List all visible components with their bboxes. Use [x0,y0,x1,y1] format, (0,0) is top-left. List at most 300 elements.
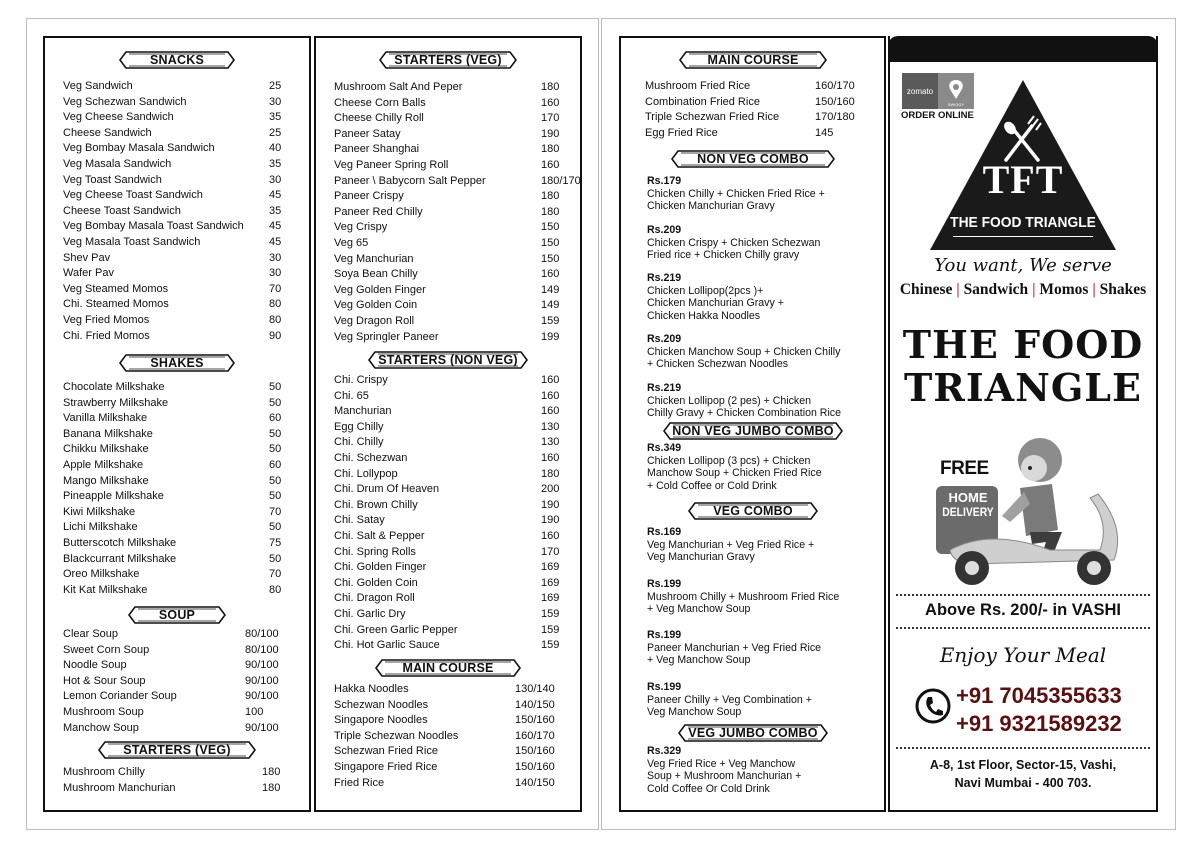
menu-item [334,220,591,236]
menu-item-name: Singapore Noodles [334,714,428,727]
menu-item-price: 35 [269,111,282,124]
combo-description: Manchow Soup + Chicken Fried Rice [647,467,822,480]
menu-item-name: Kiwi Milkshake [63,505,136,518]
menu-item-price: 180 [262,766,281,778]
tagline: You want, We serve [934,255,1112,276]
menu-item-price: 149 [541,299,560,312]
combo-price: Rs.209 [647,333,682,345]
combo-description: Fried rice + Chicken Chilly gravy [647,249,800,262]
menu-item [334,389,591,405]
section-header [670,148,836,170]
menu-item-name: Veg Schezwan Sandwich [63,95,187,108]
dotted-divider [896,627,1150,629]
menu-item-name: Veg Dragon Roll [334,315,415,327]
menu-item-price: 50 [269,474,282,487]
menu-item-price: 75 [269,537,282,549]
menu-item [63,474,319,490]
menu-item-price: 45 [269,189,282,202]
address-line-2: Navi Mumbai - 400 703. [954,776,1092,790]
menu-item-name: Veg Paneer Spring Roll [334,159,449,171]
menu-item-name: Clear Soup [63,628,119,640]
menu-item-name: Cheese Chilly Roll [334,112,424,125]
combo-price: Rs.329 [647,745,682,757]
menu-item-name: Mushroom Salt And Peper [334,81,463,93]
dotted-divider [896,594,1150,596]
menu-item-name: Blackcurrant Milkshake [63,552,177,565]
combo-description: Chicken Lollipop (3 pcs) + Chicken [647,454,811,467]
menu-item-name: Veg Sandwich [63,80,133,92]
section-title: SHAKES [150,356,204,370]
menu-item-price: 50 [269,443,282,456]
menu-item-price: 130 [541,436,560,449]
menu-item [63,721,295,737]
menu-item-price: 160 [541,96,560,109]
menu-item-name: Schezwan Noodles [334,698,429,711]
phone-icon [915,688,951,724]
menu-item-name: Chi. Dragon Roll [334,592,415,605]
menu-item [334,330,591,346]
category-momos: Momos [1039,281,1089,298]
menu-item [63,643,295,659]
section-header [677,722,829,744]
combo-description: Veg Manchow Soup [647,706,742,719]
menu-item [334,467,591,483]
combo-price: Rs.349 [647,442,682,454]
section-title: STARTERS (VEG) [394,53,502,67]
menu-item [63,297,319,313]
section-header [367,349,529,371]
combo-description: + Veg Manchow Soup [647,654,751,667]
category-separator: | [956,281,960,298]
menu-item [63,505,319,521]
menu-item-name: Veg Cheese Sandwich [63,111,174,124]
menu-item-name: Chi. Satay [334,514,385,527]
menu-item-price: 150 [541,221,560,234]
combo-item [647,578,879,616]
section-header [687,500,819,522]
menu-item [334,420,591,436]
section-title: MAIN COURSE [707,53,799,67]
menu-item [334,744,565,760]
combo-price: Rs.209 [647,224,682,236]
menu-item-name: Mushroom Fried Rice [645,80,751,92]
menu-item-name: Veg Fried Momos [63,314,150,326]
combo-item [647,224,879,262]
menu-item-name: Cheese Toast Sandwich [63,204,181,217]
menu-item-name: Cheese Sandwich [63,126,152,139]
combo-price: Rs.219 [647,272,682,284]
menu-item-name: Mango Milkshake [63,474,149,487]
menu-item [63,489,319,505]
menu-item-price: 50 [269,490,282,503]
menu-item-price: 149 [541,283,560,296]
menu-item-price: 150 [541,237,560,249]
combo-item [647,382,879,420]
combo-description: Veg Manchurian + Veg Fried Rice + [647,538,815,551]
menu-item-name: Chi. Salt & Pepper [334,530,425,542]
menu-item-price: 180/170 [541,174,581,187]
menu-item [334,252,591,268]
menu-item-name: Veg Cheese Toast Sandwich [63,189,203,202]
combo-price: Rs.199 [647,578,682,590]
menu-item [334,576,591,592]
menu-item [63,282,319,298]
menu-item-price: 40 [269,142,282,155]
menu-item-price: 169 [541,592,560,605]
menu-item-price: 159 [541,639,560,652]
menu-item-name: Chi. Golden Finger [334,561,427,574]
combo-description: Veg Fried Rice + Veg Manchow [647,757,796,770]
combo-description: Cold Coffee Or Cold Drink [647,782,770,795]
menu-item-price: 145 [815,126,834,139]
address-line-1: A-8, 1st Floor, Sector-15, Vashi, [929,758,1117,772]
combo-item [647,526,879,564]
menu-item-name: Hot & Sour Soup [63,674,146,687]
combo-description: Mushroom Chilly + Mushroom Fried Rice [647,590,840,603]
menu-item-name: Combination Fried Rice [645,95,760,108]
combo-description: Chicken Manchurian Gravy [647,200,775,213]
menu-item-price: 190 [541,498,560,511]
menu-item-name: Triple Schezwan Noodles [334,729,459,742]
menu-item-name: Paneer Satay [334,127,401,140]
menu-item [63,188,319,204]
menu-item [63,536,319,552]
menu-item [334,80,591,96]
menu-item-name: Veg Springler Paneer [334,330,439,343]
menu-item [63,251,319,267]
menu-item-price: 130 [541,420,560,433]
menu-item-price: 80/100 [245,643,279,656]
menu-item-name: Chi. Spring Rolls [334,545,416,558]
menu-item-price: 70 [269,505,282,518]
big-title-line-1: THE FOOD [902,322,1144,367]
menu-item [63,380,319,396]
menu-item-price: 200 [541,483,560,496]
menu-item [63,520,319,536]
section-title: NON VEG COMBO [697,152,809,166]
combo-description: Chicken Manchurian Gravy + [647,297,784,310]
menu-item-name: Pineapple Milkshake [63,490,164,503]
menu-item [334,529,591,545]
combo-item [647,681,879,719]
category-separator: | [1032,281,1036,298]
menu-item-price: 159 [541,608,560,620]
menu-item-name: Lichi Milkshake [63,521,138,534]
combo-description: Chicken Lollipop (2 pes) + Chicken [647,394,811,407]
menu-item [334,142,591,158]
menu-item [63,705,295,721]
menu-item-name: Veg Manchurian [334,252,414,265]
menu-item-name: Manchurian [334,405,392,418]
menu-item [63,141,319,157]
menu-item-price: 50 [269,521,282,534]
menu-item [334,513,591,529]
menu-item-name: Lemon Coriander Soup [63,690,177,703]
zomato-logo: zomato [902,73,938,109]
menu-item [63,411,319,427]
menu-item-name: Kit Kat Milkshake [63,583,148,596]
menu-item-price: 160 [541,268,560,281]
menu-item-name: Oreo Milkshake [63,568,140,581]
menu-item [63,110,319,126]
section-header [378,49,518,71]
menu-item [63,765,312,781]
menu-item-name: Wafer Pav [63,267,114,280]
order-online-label: ORDER ONLINE [901,110,974,121]
menu-item-price: 160 [541,374,560,386]
menu-item-name: Triple Schezwan Fried Rice [645,111,780,124]
menu-item [334,127,591,143]
menu-item-price: 150/160 [515,745,555,758]
menu-item [334,776,565,792]
dotted-divider [896,747,1150,749]
menu-item-price: 169 [541,561,560,574]
menu-item-name: Mushroom Manchurian [63,781,176,794]
menu-item [334,560,591,576]
combo-description: Chicken Chilly + Chicken Fried Rice + [647,187,825,200]
menu-item-price: 45 [269,220,282,233]
menu-item [63,173,319,189]
menu-item-name: Chi. Golden Coin [334,576,418,589]
menu-item-name: Chi. Steamed Momos [63,298,169,311]
menu-item [63,396,319,412]
menu-item-price: 80 [269,314,282,326]
menu-item-name: Veg Masala Toast Sandwich [63,236,201,248]
menu-item-name: Manchow Soup [63,721,139,734]
menu-item [334,205,591,221]
menu-item [334,545,591,561]
menu-item-price: 170/180 [815,111,855,124]
section-title: SNACKS [150,53,204,67]
menu-item-name: Noodle Soup [63,659,127,672]
menu-item [334,760,565,776]
menu-item-price: 140/150 [515,776,555,789]
menu-item [334,174,591,190]
swiggy-label: SWIGGY [947,102,965,107]
menu-item [334,498,591,514]
combo-description: Soup + Mushroom Manchurian + [647,770,802,783]
menu-item-name: Chikku Milkshake [63,443,149,456]
menu-item-name: Chi. Hot Garlic Sauce [334,639,440,652]
menu-item-price: 80/100 [245,628,279,640]
menu-item [645,95,865,111]
menu-item [63,329,319,345]
menu-item [334,189,591,205]
menu-item-name: Veg Golden Coin [334,299,418,312]
menu-item-price: 180 [541,205,560,218]
section-title: NON VEG JUMBO COMBO [672,424,834,438]
menu-item-name: Veg Steamed Momos [63,282,169,295]
menu-item-name: Chi. Garlic Dry [334,608,406,620]
section-title: STARTERS (VEG) [123,743,231,757]
menu-item-price: 90/100 [245,659,279,672]
menu-item-name: Sweet Corn Soup [63,643,150,656]
menu-item [63,442,319,458]
menu-item-name: Paneer Red Chilly [334,205,423,218]
menu-item-price: 150/160 [515,761,555,773]
combo-description: Paneer Chilly + Veg Combination + [647,693,812,706]
menu-item-price: 160 [541,530,560,542]
logo-name-underline [953,236,1093,237]
menu-item [63,157,319,173]
menu-item-price: 25 [269,126,282,139]
big-title-line-2: TRIANGLE [904,365,1142,410]
combo-item [647,629,879,667]
menu-item-price: 35 [269,204,282,217]
delivery-label: DELIVERY [942,507,994,519]
section-title: MAIN COURSE [402,661,494,675]
menu-item [334,607,591,623]
menu-item-name: Paneer Shanghai [334,143,420,156]
menu-item-name: Chi. Drum Of Heaven [334,483,440,496]
category-separator: | [1092,281,1096,298]
menu-item-price: 130/140 [515,683,555,695]
menu-item [63,266,319,282]
menu-item [334,591,591,607]
menu-item-price: 100 [245,706,264,718]
menu-item [334,713,565,729]
phone-number-1: +91 7045355633 [956,683,1122,708]
menu-item-price: 30 [269,173,282,186]
menu-item-price: 25 [269,80,282,92]
menu-item-price: 160 [541,159,560,171]
menu-item [334,698,565,714]
menu-item-price: 159 [541,315,560,327]
menu-item-price: 50 [269,552,282,565]
combo-description: Paneer Manchurian + Veg Fried Rice [647,641,822,654]
menu-item-name: Chi. Crispy [334,374,388,386]
menu-item-price: 140/150 [515,698,555,711]
menu-item [334,682,565,698]
menu-item-price: 160 [541,405,560,418]
menu-item-name: Shev Pav [63,251,111,264]
menu-item-name: Fried Rice [334,776,385,789]
menu-item-name: Veg Bombay Masala Toast Sandwich [63,220,244,233]
combo-item [647,272,879,322]
menu-item-name: Veg 65 [334,237,369,249]
menu-item-price: 180 [541,467,560,480]
menu-item [645,79,865,95]
menu-item-name: Veg Crispy [334,221,388,234]
menu-item-price: 150 [541,252,560,265]
menu-item-price: 30 [269,267,282,280]
menu-item-name: Soya Bean Chilly [334,268,418,281]
menu-item [334,111,591,127]
combo-price: Rs.169 [647,526,682,538]
menu-item-price: 199 [541,330,560,343]
menu-item-price: 80 [269,298,282,311]
menu-item [63,674,295,690]
menu-item-name: Veg Masala Sandwich [63,158,172,170]
menu-item [645,126,865,142]
menu-item [63,313,319,329]
menu-item-price: 190 [541,127,560,140]
menu-item [63,219,319,235]
menu-item-price: 190 [541,514,560,527]
menu-item-name: Singapore Fried Rice [334,761,438,773]
section-header [662,420,844,442]
menu-item-name: Butterscotch Milkshake [63,537,177,549]
menu-item [334,283,591,299]
combo-item [647,333,879,371]
menu-item-price: 180 [541,143,560,156]
menu-item [334,482,591,498]
menu-item-price: 160 [541,389,560,402]
menu-item-price: 160/170 [815,80,855,92]
combo-item [647,442,879,492]
menu-item-name: Paneer \ Babycorn Salt Pepper [334,174,486,187]
combo-description: Chilly Gravy + Chicken Combination Rice [647,407,841,420]
menu-item [63,583,319,599]
menu-item-price: 90 [269,329,282,342]
menu-item [63,427,319,443]
menu-item-price: 90/100 [245,721,279,734]
menu-item [334,298,591,314]
menu-item-price: 160 [541,452,560,464]
menu-item [334,158,591,174]
menu-item [334,451,591,467]
menu-item-name: Chi. Lollypop [334,467,398,480]
menu-item-price: 180 [262,781,281,794]
enjoy-text: Enjoy Your Meal [939,643,1107,667]
menu-item-price: 30 [269,95,282,108]
menu-item [334,373,591,389]
menu-item-name: Mushroom Chilly [63,766,145,778]
section-title: VEG COMBO [713,504,793,518]
menu-item-name: Veg Toast Sandwich [63,173,162,186]
combo-price: Rs.199 [647,681,682,693]
menu-item [63,79,319,95]
menu-item [334,267,591,283]
menu-item-price: 170 [541,545,560,558]
menu-item-name: Hakka Noodles [334,683,409,695]
menu-item [63,458,319,474]
menu-item-name: Chi. Brown Chilly [334,498,418,511]
section-title: STARTERS (NON VEG) [378,353,518,367]
section-header [127,604,227,626]
menu-item-name: Mushroom Soup [63,706,144,718]
menu-item-price: 169 [541,576,560,589]
category-sandwich: Sandwich [963,281,1029,298]
delivery-condition: Above Rs. 200/- in VASHI [925,601,1121,619]
menu-item-price: 30 [269,251,282,264]
combo-price: Rs.219 [647,382,682,394]
logo-letters: TFT [982,157,1064,202]
logo-name: THE FOOD TRIANGLE [950,214,1096,231]
menu-item-name: Cheese Corn Balls [334,96,426,109]
menu-item [334,435,591,451]
menu-item [63,235,319,251]
section-title: VEG JUMBO COMBO [688,726,818,740]
menu-item-name: Paneer Crispy [334,190,404,203]
menu-item [645,110,865,126]
menu-item [334,638,591,654]
section-header [374,657,522,679]
menu-item-price: 80 [269,583,282,596]
menu-item-price: 50 [269,396,282,409]
menu-item [63,552,319,568]
menu-item [63,95,319,111]
menu-item [334,729,565,745]
menu-item [63,658,295,674]
combo-description: + Veg Manchow Soup [647,603,751,616]
menu-item-name: Apple Milkshake [63,459,144,471]
menu-item [63,567,319,583]
section-header [118,49,236,71]
menu-item-name: Chi. Fried Momos [63,329,150,342]
menu-item-price: 159 [541,623,560,636]
menu-item [334,236,591,252]
